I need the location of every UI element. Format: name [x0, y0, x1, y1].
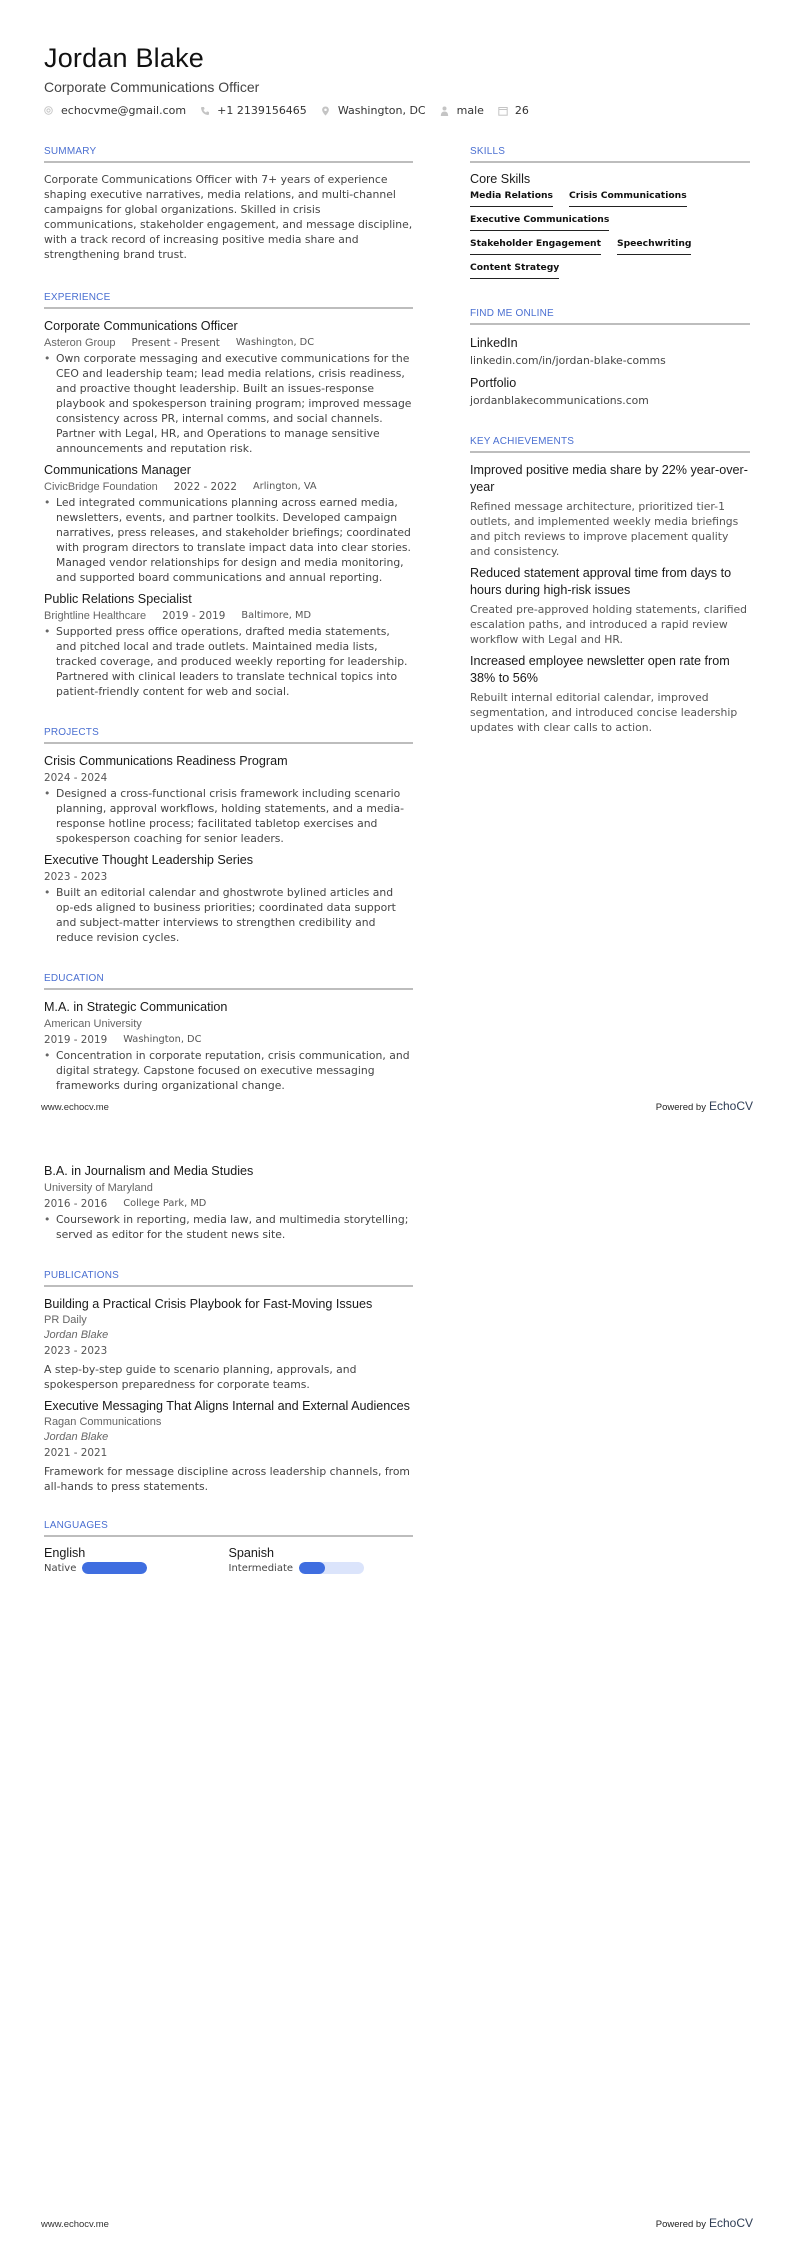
location: Arlington, VA [252, 481, 317, 492]
experience-entry [44, 591, 413, 699]
section-heading: PUBLICATIONS [44, 1270, 413, 1287]
summary-section [44, 146, 413, 262]
section-heading: EDUCATION [44, 973, 413, 990]
company: CivicBridge Foundation [44, 481, 158, 493]
powered-by: Powered by EchoCV [655, 2216, 753, 2230]
candidate-title: Corporate Communications Officer [44, 79, 260, 95]
experience-entry [44, 462, 413, 585]
degree: B.A. in Journalism and Media Studies [44, 1164, 254, 1178]
contact-gender: male [440, 104, 484, 117]
section-heading: PROJECTS [44, 727, 413, 744]
project-entry [44, 753, 413, 846]
publications-section [44, 1270, 413, 1494]
achievement-description: Rebuilt internal editorial calendar, improved segmentation, and introduced concise leadership updates with clear calls to action. [470, 691, 738, 734]
location: College Park, MD [123, 1198, 207, 1209]
bullet: • Built an editorial calendar and ghostwrote bylined articles and op-eds aligned to business priorities; coordinated data support and subject-matter interviews to strengthen credibility and reduce revision cycles. [44, 885, 413, 945]
achievement-entry [470, 653, 750, 735]
brand-logo[interactable]: EchoCV [708, 1099, 753, 1113]
skill-chip: Media Relations [470, 190, 553, 207]
location: Baltimore, MD [241, 610, 311, 621]
right-column [470, 146, 750, 741]
dates: Present - Present [131, 337, 220, 349]
achievement-description: Refined message architecture, prioritized tier-1 outlets, and implemented weekly media briefings and pitch reviews to improve placement quality and consistency. [470, 500, 739, 558]
resume-header [44, 42, 543, 117]
dates: 2024 - 2024 [44, 772, 108, 784]
link-label-portfolio: Portfolio [470, 376, 517, 390]
dates: 2019 - 2019 [162, 610, 226, 622]
skills-group-title: Core Skills [470, 172, 531, 186]
achievements-section [470, 436, 750, 735]
contact-email[interactable]: echocvme@gmail.com [44, 104, 186, 117]
powered-by: Powered by EchoCV [655, 1099, 753, 1113]
section-heading: SUMMARY [44, 146, 413, 163]
section-heading: SKILLS [470, 146, 750, 163]
dates: 2022 - 2022 [173, 481, 237, 493]
school: American University [44, 1018, 142, 1030]
dates: 2021 - 2021 [44, 1447, 108, 1459]
project-entry [44, 852, 413, 945]
skill-chip: Speechwriting [617, 238, 691, 255]
proficiency-bar [299, 1562, 364, 1574]
language-name: English [44, 1546, 86, 1560]
left-column [44, 1163, 413, 1574]
dates: 2023 - 2023 [44, 871, 108, 883]
project-title: Crisis Communications Readiness Program [44, 754, 288, 768]
publication-description: Framework for message discipline across leadership channels, from all-hands to press statements. [44, 1465, 410, 1493]
bullet: • Designed a cross-functional crisis framework including scenario planning, approval workflows, holding statements, and a media-response hotline process; facilitated tabletop exercises and spokesperson coaching for senior leaders. [44, 786, 413, 846]
candidate-name: Jordan Blake [44, 43, 204, 73]
section-heading: LANGUAGES [44, 1520, 413, 1537]
education-entry [44, 999, 413, 1093]
linkedin-link[interactable]: linkedin.com/in/jordan-blake-comms [470, 354, 666, 367]
online-section [470, 308, 750, 410]
publication-title: Building a Practical Crisis Playbook for Fast-Moving Issues [44, 1297, 373, 1311]
language-level: Native [44, 1562, 77, 1574]
proficiency-bar [82, 1562, 147, 1574]
skill-chip: Executive Communications [470, 214, 609, 231]
section-heading: FIND ME ONLINE [470, 308, 750, 325]
publication-entry [44, 1296, 413, 1392]
experience-section [44, 292, 413, 699]
at-icon [44, 106, 53, 115]
language-entry [229, 1546, 414, 1574]
project-title: Executive Thought Leadership Series [44, 853, 254, 867]
bullet: • Led integrated communications planning across earned media, newsletters, events, and partner toolkits. Developed campaign narratives, press releases, and stakeholder briefings; coordinated with program directors to translate impact data into clear stories. Managed vendor relationships for design and media monitoring, and supported board communications and annual reporting. [44, 495, 413, 585]
language-entry [44, 1546, 229, 1574]
publication-description: A step-by-step guide to scenario planning, approvals, and spokesperson preparedness for corporate teams. [44, 1363, 357, 1391]
achievement-entry [470, 462, 750, 559]
page-footer [41, 1099, 753, 1113]
achievement-description: Created pre-approved holding statements, clarified escalation paths, and introduced a rapid review workflow with Legal and HR. [470, 603, 747, 646]
person-icon [440, 106, 449, 115]
company: Brightline Healthcare [44, 610, 147, 622]
publication-title: Executive Messaging That Aligns Internal and External Audiences [44, 1399, 410, 1413]
summary-text: Corporate Communications Officer with 7+ years of experience shaping executive narratives, media relations, and multi-channel campaigns for global organizations. Skilled in crisis communications, stakeholder engagement, and message discipline, with a track record of increasing positive media share and strengthening brand trust. [44, 173, 413, 261]
resume-page-2 [0, 1123, 794, 2246]
bullet: • Concentration in corporate reputation, crisis communication, and digital strategy. Capstone focused on executive messaging frameworks during organizational change. [44, 1048, 413, 1093]
skills-section [470, 146, 750, 286]
dates: 2019 - 2019 [44, 1034, 108, 1046]
publication-author: Jordan Blake [44, 1431, 109, 1443]
bullet: • Coursework in reporting, media law, and multimedia storytelling; served as editor for the student news site. [44, 1212, 413, 1242]
school: University of Maryland [44, 1182, 153, 1194]
calendar-icon [498, 106, 507, 115]
footer-site-link[interactable]: www.echocv.me [41, 1102, 109, 1113]
dates: 2023 - 2023 [44, 1345, 108, 1357]
achievement-title: Improved positive media share by 22% year-over-year [470, 463, 748, 494]
job-title: Communications Manager [44, 463, 191, 477]
bullet: • Own corporate messaging and executive communications for the CEO and leadership team; lead media relations, crisis readiness, and proactive thought leadership. Built an issues-response playbook and spokesperson training program; improved message consistency across PR, internal comms, and social channels. Partner with Legal, HR, and Operations to manage sensitive announcements and reputation risk. [44, 351, 413, 456]
publication-author: Jordan Blake [44, 1329, 109, 1341]
achievement-entry [470, 565, 750, 647]
publication-venue: PR Daily [44, 1314, 87, 1326]
degree: M.A. in Strategic Communication [44, 1000, 228, 1014]
skills-list [470, 190, 750, 286]
job-title: Public Relations Specialist [44, 592, 192, 606]
projects-section [44, 727, 413, 945]
portfolio-link[interactable]: jordanblakecommunications.com [470, 394, 649, 407]
bullet: • Supported press office operations, drafted media statements, and pitched local and trade outlets. Maintained media lists, tracked coverage, and produced weekly reporting for leadership. Partnered with clinical leaders to translate technical topics into patient-friendly content for web and social. [44, 624, 413, 699]
languages-section [44, 1520, 413, 1574]
contact-age: 26 [498, 104, 529, 117]
language-name: Spanish [228, 1546, 275, 1560]
location-pin-icon [321, 106, 330, 115]
publication-venue: Ragan Communications [44, 1416, 162, 1428]
achievement-title: Reduced statement approval time from days to hours during high-risk issues [470, 566, 732, 597]
section-heading: KEY ACHIEVEMENTS [470, 436, 750, 453]
company: Asteron Group [44, 337, 116, 349]
skill-chip: Content Strategy [470, 262, 559, 279]
page-footer [41, 2216, 753, 2230]
contact-location: Washington, DC [321, 104, 426, 117]
dates: 2016 - 2016 [44, 1198, 108, 1210]
achievement-title: Increased employee newsletter open rate from 38% to 56% [470, 654, 730, 685]
education-section-continued [44, 1163, 413, 1242]
left-column [44, 146, 413, 1099]
skill-chip: Crisis Communications [569, 190, 687, 207]
brand-logo[interactable]: EchoCV [708, 2216, 753, 2230]
language-level: Intermediate [228, 1562, 294, 1574]
publication-entry [44, 1398, 413, 1494]
contact-phone[interactable]: +1 2139156465 [200, 104, 307, 117]
location: Washington, DC [235, 337, 315, 348]
contact-row [44, 104, 543, 117]
job-title: Corporate Communications Officer [44, 319, 238, 333]
link-label-linkedin: LinkedIn [470, 336, 518, 350]
experience-entry [44, 318, 413, 456]
section-heading: EXPERIENCE [44, 292, 413, 309]
phone-icon [200, 106, 209, 115]
footer-site-link[interactable]: www.echocv.me [41, 2219, 109, 2230]
location: Washington, DC [123, 1034, 202, 1045]
skill-chip: Stakeholder Engagement [470, 238, 601, 255]
education-entry [44, 1163, 413, 1242]
education-section [44, 973, 413, 1093]
